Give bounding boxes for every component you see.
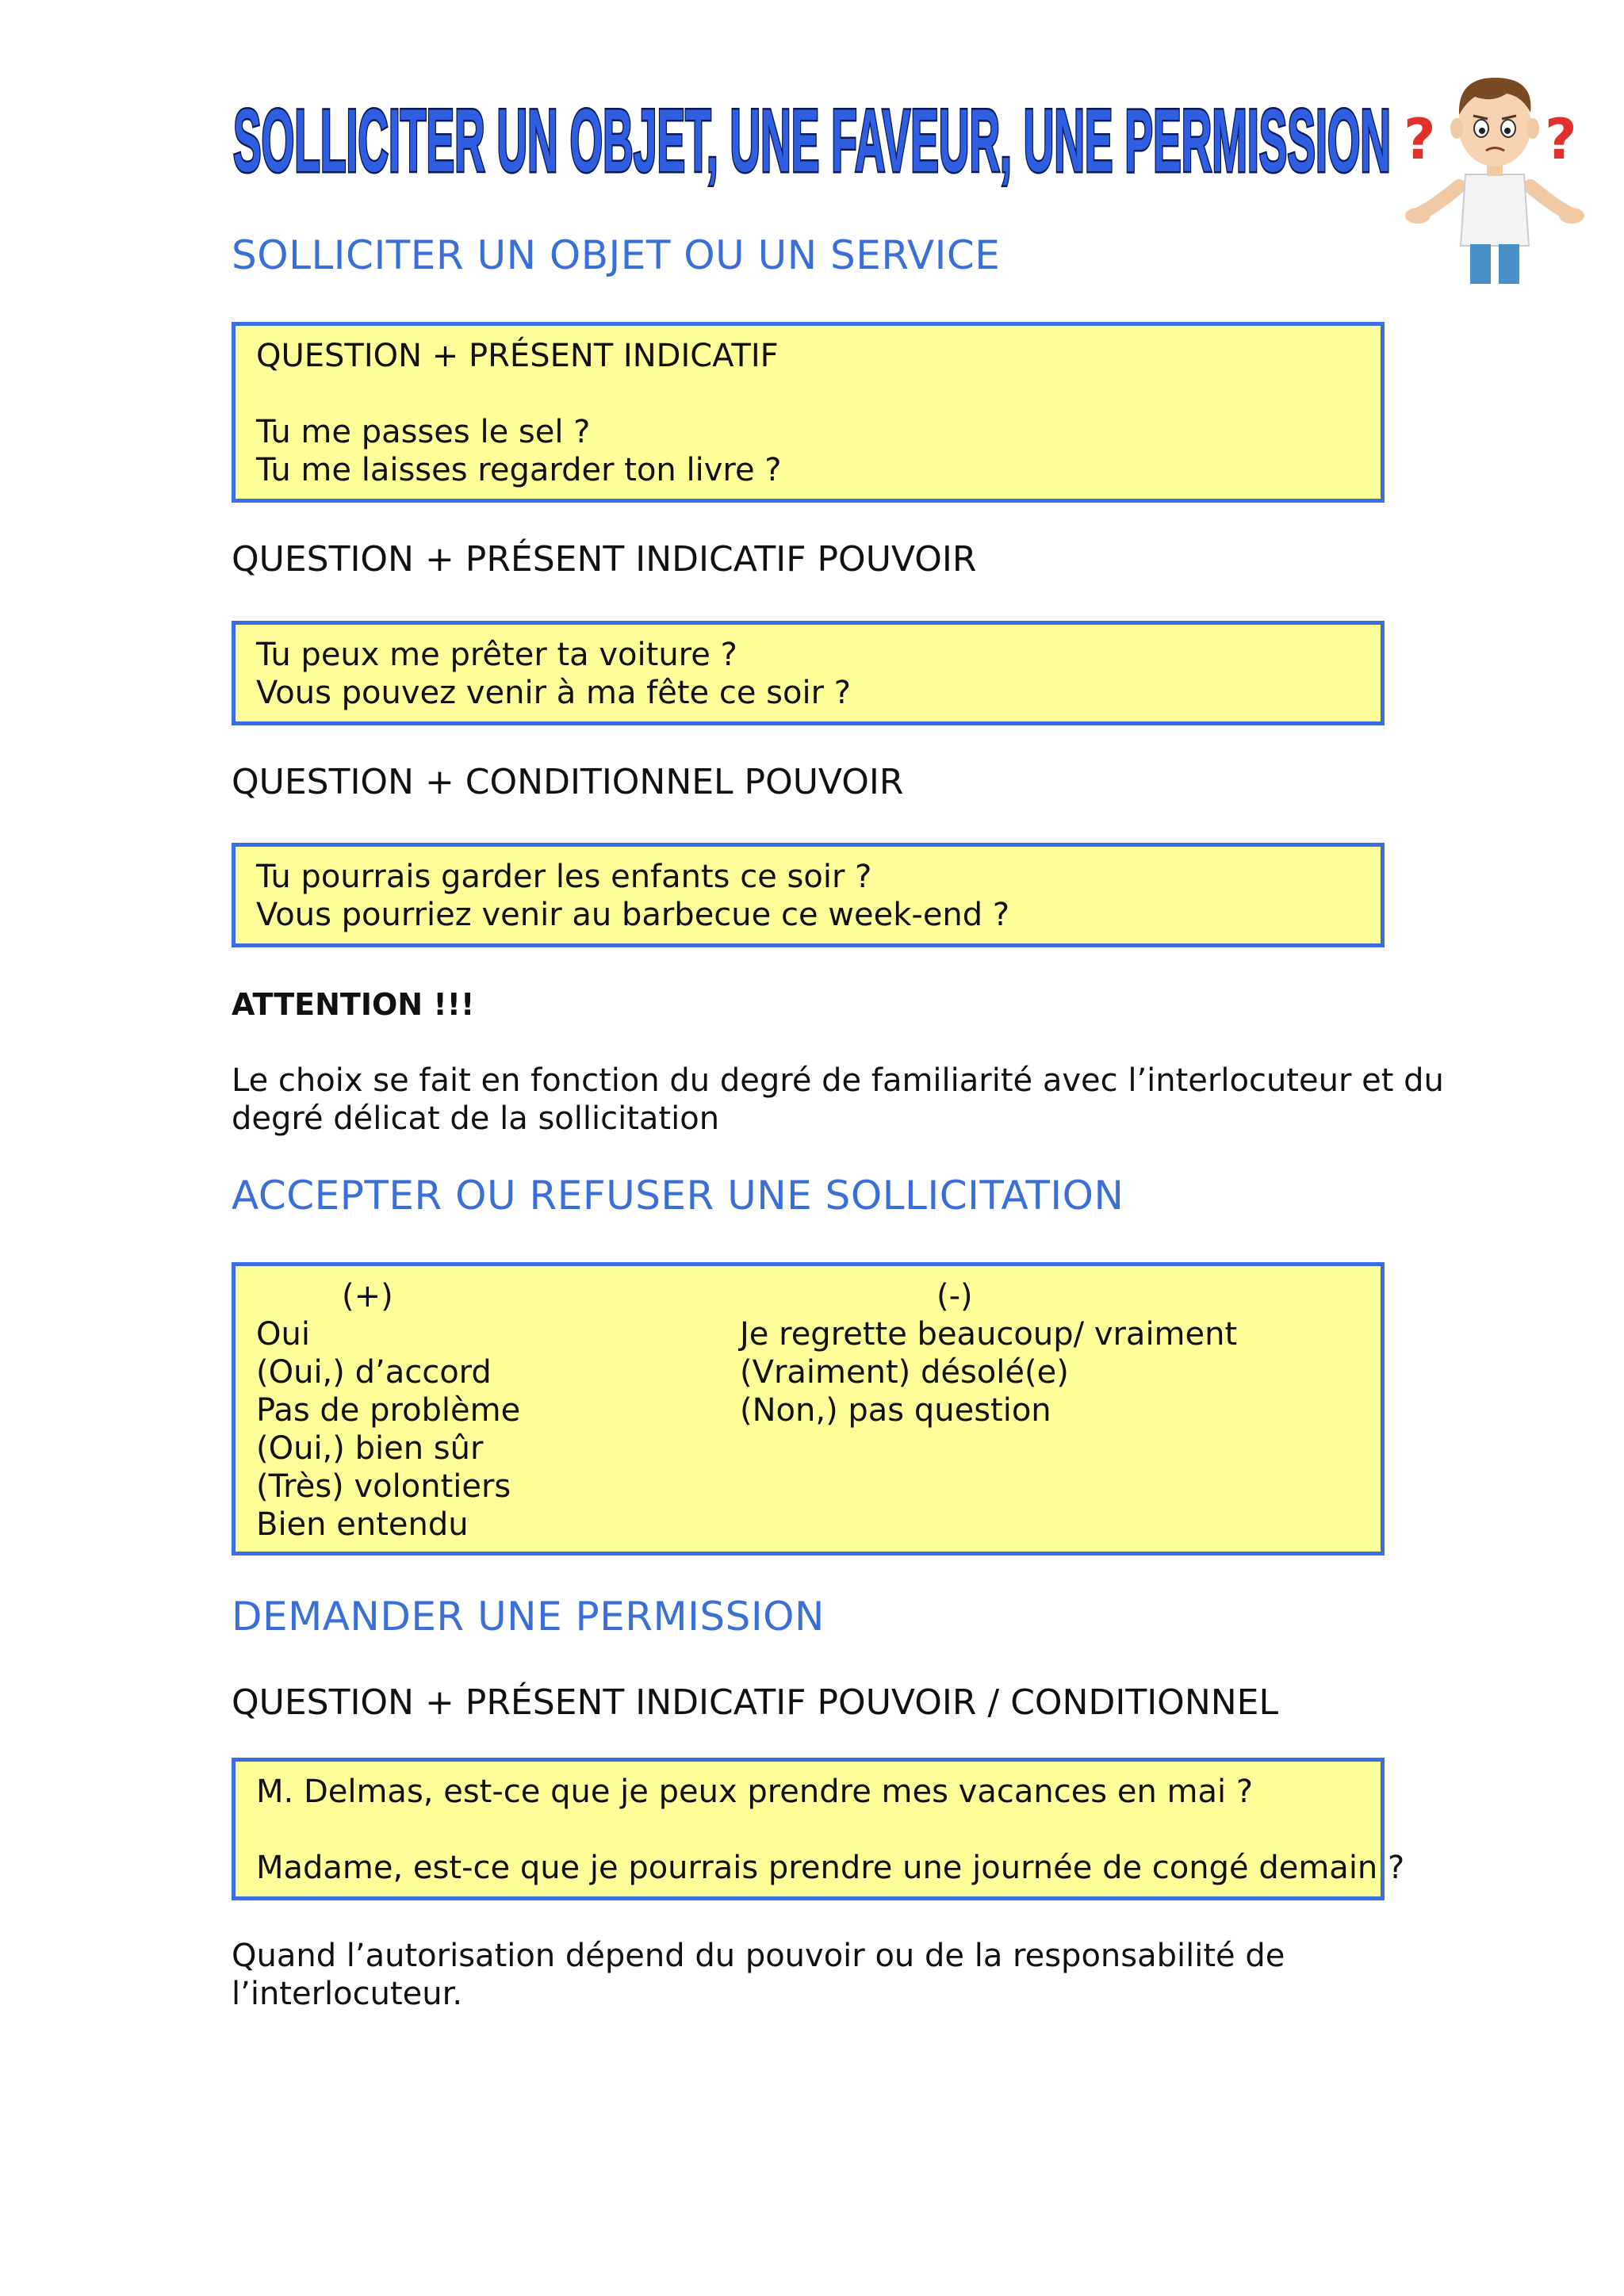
subheading-conditionnel-pouvoir: QUESTION + CONDITIONNEL POUVOIR [232,762,904,802]
main-title [232,87,1421,206]
negative-header: (-) [936,1278,973,1314]
negative-column [740,1277,1237,1429]
question-mark-right: ? [1545,107,1577,172]
box-line: QUESTION + PRÉSENT INDICATIF [256,338,779,374]
box-present-pouvoir [232,621,1385,725]
positive-item: (Oui,) bien sûr [256,1430,484,1467]
box-line-blank [256,375,1360,413]
negative-item: Je regrette beaucoup/ vraiment [740,1316,1238,1353]
positive-item: (Très) volontiers [256,1468,511,1505]
permission-note [232,1937,1421,2013]
attention-label: ATTENTION !!! [232,987,475,1022]
box-line: M. Delmas, est-ce que je peux prendre mes vacances en mai ? [256,1774,1254,1810]
box-line-blank [256,1811,1360,1849]
positive-header: (+) [342,1278,393,1314]
note-line: degré délicat de la sollicitation [232,1100,720,1137]
positive-item: (Oui,) d’accord [256,1354,492,1391]
positive-item: Bien entendu [256,1506,469,1543]
box-line: Madame, est-ce que je pourrais prendre une journée de congé demain ? [256,1850,1405,1886]
subheading-present-pouvoir: QUESTION + PRÉSENT INDICATIF POUVOIR [232,539,977,580]
note-line: l’interlocuteur. [232,1976,463,2012]
attention-note [232,1062,1444,1138]
subheading-pouvoir-conditionnel: QUESTION + PRÉSENT INDICATIF POUVOIR / CONDITIONNEL [232,1682,1278,1723]
box-line: Vous pouvez venir à ma fête ce soir ? [256,675,851,711]
positive-item: Pas de problème [256,1392,521,1429]
box-line: Tu peux me prêter ta voiture ? [256,637,737,673]
main-title-text: SOLLICITER UN OBJET, UNE FAVEUR, UNE PERMISSION [233,91,1391,190]
note-line: Le choix se fait en fonction du degré de familiarité avec l’interlocuteur et du [232,1062,1444,1099]
question-mark-left: ? [1404,107,1436,172]
box-conditionnel-pouvoir [232,843,1385,947]
confused-man-illustration [1404,55,1586,293]
box-accept-refuse [232,1262,1385,1556]
section-heading-solliciter: SOLLICITER UN OBJET OU UN SERVICE [232,232,1001,278]
negative-item: (Non,) pas question [740,1392,1051,1429]
box-permission [232,1758,1405,1900]
box-line: Vous pourriez venir au barbecue ce week-end ? [256,897,1010,933]
box-line: Tu me passes le sel ? [256,414,591,450]
positive-item: Oui [256,1316,310,1353]
box-line: Tu pourrais garder les enfants ce soir ? [256,859,872,895]
box-line: Tu me laisses regarder ton livre ? [256,452,782,488]
section-heading-accepter-refuser: ACCEPTER OU REFUSER UNE SOLLICITATION [232,1173,1124,1219]
section-heading-permission: DEMANDER UNE PERMISSION [232,1594,825,1640]
positive-column [256,1277,520,1544]
box-present-indicatif [232,322,1385,503]
negative-item: (Vraiment) désolé(e) [740,1354,1069,1391]
note-line: Quand l’autorisation dépend du pouvoir ou de la responsabilité de [232,1938,1285,1974]
